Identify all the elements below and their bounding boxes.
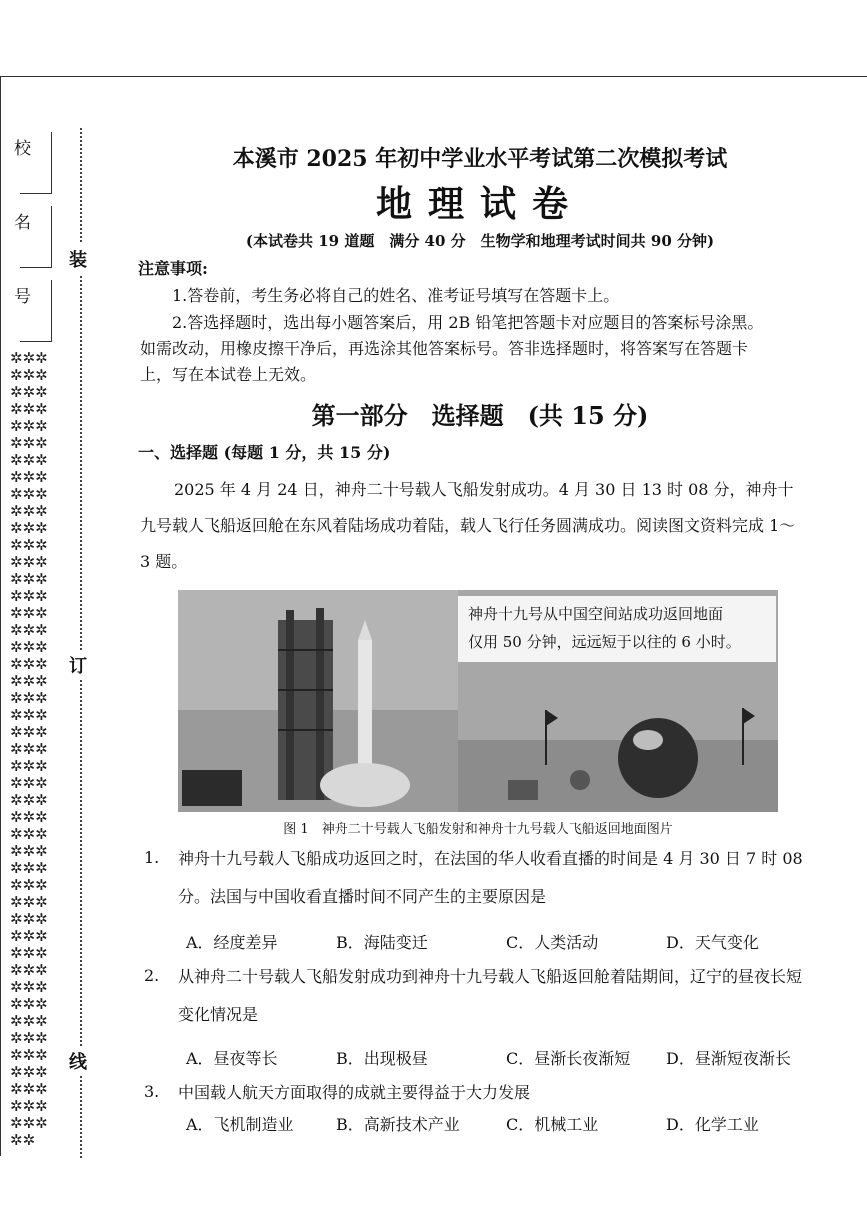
- school-field: [12, 132, 52, 194]
- page-top-border: [0, 76, 867, 77]
- question-3-option-c: C．机械工业: [506, 1115, 599, 1134]
- binding-mark-zhuang: 装: [69, 244, 87, 274]
- name-field: [12, 206, 52, 268]
- notice-item-2-line-1: 2.答选择题时，选出每小题答案后，用 2B 铅笔把答题卡对应题目的答案标号涂黑。: [172, 313, 764, 332]
- name-label: 名: [14, 213, 31, 233]
- question-1-option-c: C．人类活动: [506, 933, 599, 952]
- binding-mark-ding: 订: [69, 650, 87, 680]
- binding-gear-pattern: ✲✲✲✲✲✲✲✲✲✲✲✲✲✲✲✲✲✲✲✲✲✲✲✲✲✲✲✲✲✲✲✲✲✲✲✲✲✲✲✲✲✲✲✲✲✲✲✲✲✲✲✲✲✲✲✲✲✲✲✲✲✲✲✲✲✲✲✲✲✲✲✲✲✲✲✲✲✲✲✲✲✲✲✲✲✲✲✲✲✲✲✲✲✲✲✲✲✲✲✲✲✲✲✲✲✲✲✲✲✲✲✲✲✲✲✲✲✲✲✲✲✲✲✲✲✲✲✲✲✲✲✲✲✲✲✲✲✲✲✲: [10, 350, 48, 1149]
- question-1-option-a: A．经度差异: [186, 933, 278, 952]
- notice-item-2-line-3: 上，写在本试卷上无效。: [140, 365, 317, 384]
- figure-callout: [458, 596, 776, 662]
- exam-number-label: 号: [14, 287, 31, 307]
- question-3-option-d: D．化学工业: [666, 1115, 759, 1134]
- figure-caption: 图 1 神舟二十号载人飞船发射和神舟十九号载人飞船返回地面图片: [283, 822, 673, 837]
- question-number: 3.: [144, 1082, 160, 1101]
- notice-heading: 注意事项:: [138, 259, 208, 278]
- question-number: 2.: [144, 966, 160, 985]
- exam-info: (本试卷共 19 道题 满分 40 分 生物学和地理考试时间共 90 分钟): [245, 232, 715, 250]
- exam-number-field: [12, 280, 52, 342]
- question-2-option-b: B．出现极昼: [336, 1049, 428, 1068]
- section-one-subtitle: 一、选择题 (每题 1 分，共 15 分): [138, 443, 391, 462]
- question-text: 中国载人航天方面取得的成就主要得益于大力发展: [178, 1083, 531, 1102]
- subject-title: 地理试卷: [375, 183, 584, 225]
- question-3-option-a: A．飞机制造业: [186, 1115, 294, 1134]
- page-left-border: [0, 76, 1, 1156]
- notice-item-2-line-2: 如需改动，用橡皮擦干净后，再选涂其他答案标号。答非选择题时，将答案写在答题卡: [140, 339, 749, 358]
- question-1-option-b: B．海陆变迁: [336, 933, 428, 952]
- question-2-option-d: D．昼渐短夜渐长: [666, 1049, 791, 1068]
- binding-dotted-line: [80, 128, 82, 1158]
- question-2-option-c: C．昼渐长夜渐短: [506, 1049, 631, 1068]
- question-1-option-d: D．天气变化: [666, 933, 759, 952]
- question-2-option-a: A．昼夜等长: [186, 1049, 278, 1068]
- school-label: 校: [14, 139, 31, 159]
- question-3-option-b: B．高新技术产业: [336, 1115, 460, 1134]
- question-text: 神舟十九号载人飞船成功返回之时，在法国的华人收看直播的时间是 4 月 30 日 7 时 08 分。法国与中国收看直播时间不同产生的主要原因是: [178, 849, 803, 906]
- question-number: 1.: [144, 848, 160, 867]
- binding-mark-xian: 线: [69, 1046, 87, 1076]
- reading-intro: 2025 年 4 月 24 日，神舟二十号载人飞船发射成功。4 月 30 日 13 时 08 分，神舟十九号载人飞船返回舱在东风着陆场成功着陆，载人飞行任务圆满成功。阅读图文资料完成 1～3 题。: [140, 480, 796, 571]
- exam-title: 本溪市 2025 年初中学业水平考试第二次模拟考试: [232, 146, 728, 172]
- figure-1-photo: [178, 590, 778, 812]
- notice-item-1: 1.答卷前，考生务必将自己的姓名、准考证号填写在答题卡上。: [172, 286, 620, 305]
- figure-callout-line-1: 神舟十九号从中国空间站成功返回地面: [468, 605, 724, 623]
- question-text: 从神舟二十号载人飞船发射成功到神舟十九号载人飞船返回舱着陆期间，辽宁的昼夜长短变化情况是: [178, 967, 803, 1024]
- part-one-title: 第一部分 选择题 (共 15 分): [311, 401, 649, 430]
- figure-callout-line-2: 仅用 50 分钟，远远短于以往的 6 小时。: [468, 633, 741, 651]
